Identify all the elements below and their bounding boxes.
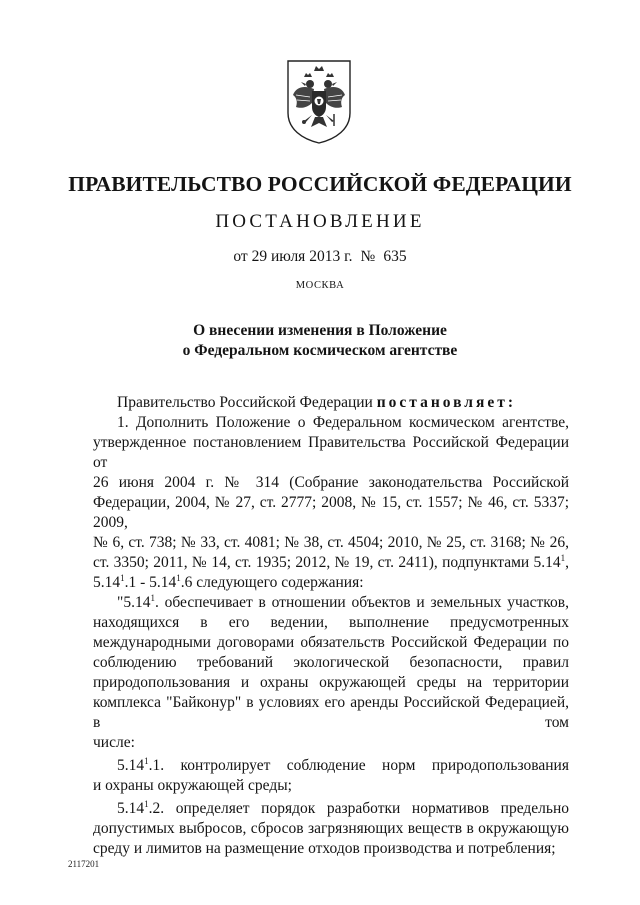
body-line: утвержденное постановлением Правительства Российской Федерации от bbox=[93, 434, 569, 471]
superscript: 1 bbox=[144, 799, 149, 809]
body-line: 26 июня 2004 г. № 314 (Собрание законодательства Российской bbox=[93, 474, 569, 491]
document-code: 2117201 bbox=[68, 859, 100, 869]
document-date-number bbox=[0, 248, 640, 266]
body-line bbox=[93, 593, 569, 613]
body-line: ст. 3350; 2011, № 14, ст. 1935; 2012, № 19, ст. 2411), подпунктами 5.14$^1$, bbox=[93, 553, 569, 571]
body-text: Правительство Российской Федерации bbox=[117, 394, 377, 411]
document-city: МОСКВА bbox=[295, 280, 345, 291]
body-line: Федерации, 2004, № 27, ст. 2777; 2008, № 15, ст. 1557; № 46, ст. 5337; 2009, bbox=[93, 494, 569, 531]
body-line: числе: bbox=[93, 734, 135, 751]
body-text: .1. контролирует соблюдение норм природопользования bbox=[148, 757, 569, 774]
body-line: 1. Дополнить Положение о Федеральном космическом агентстве, bbox=[117, 414, 569, 431]
body-text: 5.14 bbox=[93, 574, 121, 591]
body-line: допустимых выбросов, сбросов загрязняющих веществ в окружающую bbox=[93, 820, 569, 837]
body-line bbox=[93, 573, 569, 593]
document-date: от 29 июля 2013 г. bbox=[233, 248, 353, 265]
government-heading: ПРАВИТЕЛЬСТВО РОССИЙСКОЙ ФЕДЕРАЦИИ bbox=[68, 172, 572, 196]
number-sign: № bbox=[360, 248, 376, 265]
body-line: соблюдению требований экологической безопасности, правил bbox=[93, 654, 569, 671]
body-text: .2. определяет порядок разработки нормативов предельно bbox=[148, 800, 569, 817]
superscript: 1 bbox=[150, 593, 155, 603]
document-subject bbox=[0, 321, 640, 360]
body-line: среду и лимитов на размещение отходов производства и потребления; bbox=[93, 840, 556, 857]
document-number: 635 bbox=[383, 248, 407, 265]
body-line: находящихся в его ведении, выполнение предусмотренных bbox=[93, 614, 569, 631]
body-line bbox=[93, 756, 569, 776]
body-text: .1 - 5.14 bbox=[124, 574, 177, 591]
body-text: . обеспечивает в отношении объектов и земельных участков, bbox=[154, 594, 569, 611]
body-text: .6 следующего содержания: bbox=[180, 574, 364, 591]
body-line bbox=[93, 799, 569, 819]
superscript: 1 bbox=[144, 756, 149, 766]
superscript: 1 bbox=[560, 553, 566, 563]
body-line: международными договорами обязательств Российской Федерации по bbox=[93, 634, 569, 651]
body-line: № 6, ст. 738; № 33, ст. 4081; № 38, ст. 4504; 2010, № 25, ст. 3168; № 26, bbox=[93, 534, 569, 551]
superscript: 1 bbox=[176, 573, 181, 583]
body-line: комплекса "Байконур" в условиях его аренды Российской Федерацией, в том bbox=[93, 694, 569, 731]
document-type-title: ПОСТАНОВЛЕНИЕ bbox=[215, 211, 425, 232]
subject-line: О внесении изменения в Положение bbox=[193, 322, 447, 339]
body-line bbox=[93, 393, 569, 413]
document-body bbox=[93, 393, 569, 859]
body-text: ст. 3350; 2011, № 14, ст. 1935; 2012, № 19, ст. 2411), подпунктами 5.14 bbox=[93, 554, 561, 571]
resolves-keyword: постановляет: bbox=[376, 394, 517, 411]
body-text: "5.14 bbox=[117, 594, 151, 611]
body-line: природопользования и охраны окружающей среды на территории bbox=[93, 674, 569, 691]
coat-of-arms-emblem bbox=[284, 57, 354, 145]
body-text: 5.14 bbox=[117, 757, 145, 774]
subject-line: о Федеральном космическом агентстве bbox=[182, 341, 458, 359]
body-line: и охраны окружающей среды; bbox=[93, 777, 292, 794]
superscript: 1 bbox=[120, 573, 125, 583]
body-text: 5.14 bbox=[117, 800, 145, 817]
